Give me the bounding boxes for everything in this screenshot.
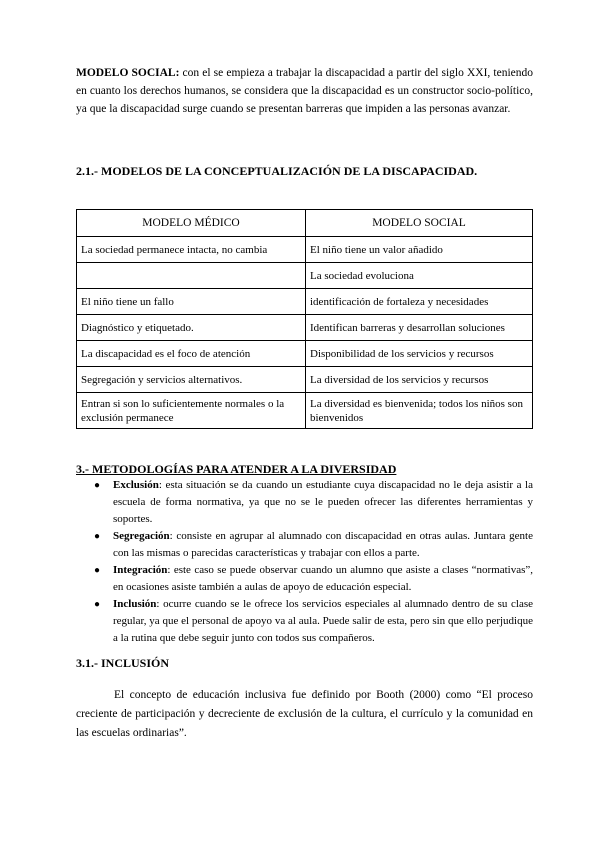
list-item-term: Inclusión — [113, 598, 157, 610]
table-row — [77, 263, 533, 289]
list-item-text: : esta situación se da cuando un estudiante cuya discapacidad no le deja asistir a la escuela de forma normativa, ya que no se le pueden ofrecer las diferentes herramientas y soportes. — [113, 479, 533, 525]
intro-paragraph — [76, 64, 533, 118]
bullet-icon: ● — [94, 599, 101, 610]
list-item-term: Segregación — [113, 530, 170, 542]
table-row — [77, 393, 533, 429]
list-item-integration — [76, 562, 533, 596]
table-cell-social: Identifican barreras y desarrollan soluciones — [306, 315, 533, 341]
list-item-inclusion — [76, 596, 533, 647]
table-row — [77, 237, 533, 263]
table-row — [77, 341, 533, 367]
section-2-1-heading: 2.1.- MODELOS DE LA CONCEPTUALIZACIÓN DE LA DISCAPACIDAD. — [76, 164, 478, 178]
table-cell-medical: Diagnóstico y etiquetado. — [77, 315, 306, 341]
table-row — [77, 289, 533, 315]
section-3-1-heading: 3.1.- INCLUSIÓN — [76, 656, 170, 670]
methodologies-list — [76, 477, 533, 647]
header-medical-model: MODELO MÉDICO — [77, 210, 306, 237]
table-cell-social: Disponibilidad de los servicios y recursos — [306, 341, 533, 367]
table-cell-medical: La discapacidad es el foco de atención — [77, 341, 306, 367]
table-cell-medical: Segregación y servicios alternativos. — [77, 367, 306, 393]
table-row — [77, 315, 533, 341]
table-cell-medical: Entran si son lo suficientemente normales o la exclusión permanece — [77, 393, 306, 429]
models-comparison-table — [76, 209, 533, 429]
table-cell-medical — [77, 263, 306, 289]
table-cell-medical: El niño tiene un fallo — [77, 289, 306, 315]
list-item-text: : ocurre cuando se le ofrece los servicios especiales al alumnado dentro de su clase regular, ya que el personal de apoyo va al aula. Puede salir de esta, pero sin que ello perjudique a la rutina que debe seguir junto con todos sus compañeros. — [113, 598, 533, 644]
header-social-model: MODELO SOCIAL — [306, 210, 533, 237]
table-cell-social: La diversidad es bienvenida; todos los niños son bienvenidos — [306, 393, 533, 429]
table-row — [77, 367, 533, 393]
inclusion-definition-paragraph: El concepto de educación inclusiva fue definido por Booth (2000) como “El proceso creciente de participación y decreciente de exclusión de la cultura, el currículo y la comunidad en las escuelas ordinarias”. — [76, 689, 533, 739]
intro-text: con el se empieza a trabajar la discapacidad a partir del siglo XXI, teniendo en cuanto los derechos humanos, se considera que la discapacidad es un constructor socio-político, ya que la discapacidad surge cuando se presentan barreras que impiden a las personas avanzar. — [76, 67, 533, 115]
table-cell-social: El niño tiene un valor añadido — [306, 237, 533, 263]
table-cell-social: La sociedad evoluciona — [306, 263, 533, 289]
table-cell-social: identificación de fortaleza y necesidades — [306, 289, 533, 315]
list-item-term: Exclusión — [113, 479, 159, 491]
intro-term: MODELO SOCIAL: — [76, 67, 180, 79]
table-header-row — [77, 210, 533, 237]
bullet-icon: ● — [94, 480, 101, 491]
list-item-exclusion — [76, 477, 533, 528]
list-item-segregation — [76, 528, 533, 562]
table-cell-medical: La sociedad permanece intacta, no cambia — [77, 237, 306, 263]
section-3-heading: 3.- METODOLOGÍAS PARA ATENDER A LA DIVERSIDAD — [76, 462, 397, 476]
list-item-term: Integración — [113, 564, 168, 576]
list-item-text: : este caso se puede observar cuando un alumno que asiste a clases “normativas”, en ocasiones asiste también a aulas de apoyo de educación especial. — [113, 564, 533, 593]
table-cell-social: La diversidad de los servicios y recursos — [306, 367, 533, 393]
bullet-icon: ● — [94, 565, 101, 576]
list-item-text: : consiste en agrupar al alumnado con discapacidad en otras aulas. Juntara gente con las mismas o parecidas características y trabajar con ellos a parte. — [113, 530, 533, 559]
bullet-icon: ● — [94, 531, 101, 542]
